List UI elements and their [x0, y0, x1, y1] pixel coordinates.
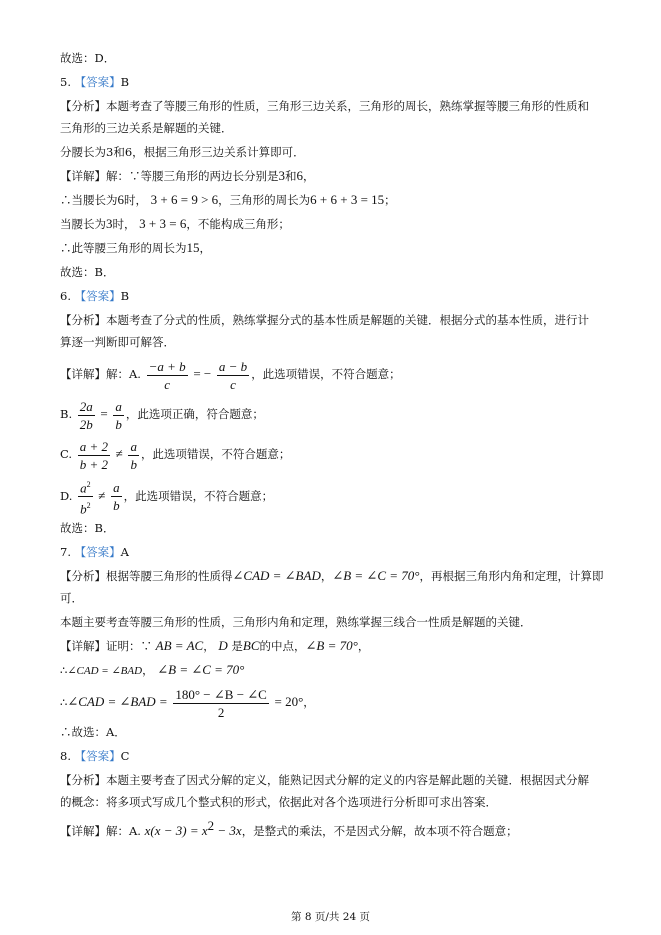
q7-comma-1: ， [203, 639, 215, 653]
q6-option-a-right-fraction [217, 358, 249, 393]
q5-detail-line-2 [60, 192, 607, 208]
q6-conclusion: 故选：B． [60, 521, 115, 535]
q6-option-d [60, 476, 607, 517]
q7-number: 7. [60, 545, 71, 559]
q5-case1-text: ∴当腰长为 [60, 193, 118, 207]
q5-case1-inequality: 3 + 6 = 9 > 6 [150, 192, 219, 207]
q6-b-right-denominator: b [115, 416, 122, 432]
q6-option-c [60, 436, 607, 472]
q8-expression: x(x − 3) = x [144, 822, 208, 838]
q5-value-3: 3 [278, 168, 285, 183]
page-footer: 第 8 页/共 24 页 [291, 911, 370, 923]
q5-answer-tag: 【答案】 [74, 75, 121, 89]
q7-answer-value: A [120, 545, 129, 559]
q6-c-left-numerator: a + 2 [79, 438, 108, 454]
q6-analysis-line-2: 算逐一判断即可解答． [60, 335, 175, 349]
q8-expression-tail: − 3x [214, 822, 242, 838]
q6-analysis-line-1 [60, 312, 607, 328]
q5-detail-and: 和 [285, 169, 297, 183]
q7-angle-equality: ∠CAD = ∠BAD [232, 568, 321, 583]
q6-d-left-numerator-base: a [80, 480, 87, 496]
q7-ab-eq-ac: AB = AC [155, 638, 204, 653]
q5-result-text: ∴此等腰三角形的周长为 [60, 241, 187, 255]
q6-a-right-denominator: c [230, 376, 236, 392]
q8-analysis-line-2: 的概念：将多项式写成几个整式积的形式，依据此对各个选项进行分析即可求出答案． [60, 795, 497, 809]
q6-option-a [60, 356, 607, 392]
q8-number: 8. [60, 749, 71, 763]
q7-therefore-1: ∴ [60, 663, 68, 677]
q6-c-right-numerator: a [130, 438, 137, 454]
q5-detail-text: 解：∵等腰三角形的两边长分别是 [106, 169, 279, 183]
q7-analysis-tag: 【分析】 [60, 569, 106, 583]
q6-d-right-denominator: b [113, 498, 120, 514]
q6-option-d-prefix: D. [60, 488, 73, 503]
q6-option-d-text: ，此选项错误，不符合题意； [123, 488, 274, 503]
q5-analysis-line-1 [60, 98, 607, 114]
q7-segment-bc: BC [242, 638, 260, 653]
q7-cad-eq-bad: ∠CAD = ∠BAD [67, 665, 143, 677]
q6-d-left-denominator [78, 497, 93, 517]
q5-case1-end: ； [384, 193, 396, 207]
q6-analysis-text-1: 本题考查了分式的性质，熟练掌握分式的基本性质是解题的关键．根据分式的基本性质，进行计 [106, 313, 589, 327]
q7-angle-b: ∠B = 70° [305, 638, 358, 653]
q7-analysis-line-2: 可． [60, 591, 83, 605]
q5-case2-text: 当腰长为 [60, 217, 106, 231]
q6-detail-tag: 【详解】 [60, 367, 106, 381]
q6-option-c-text: ，此选项错误，不符合题意； [140, 447, 291, 461]
q6-option-d-left-fraction [78, 476, 93, 518]
q5-case2-equation: 3 + 3 = 6 [139, 216, 187, 231]
q6-a-operator: = − [193, 366, 212, 381]
q6-option-a-text: ，此选项错误，不符合题意； [251, 367, 401, 381]
q5-result-end: ， [199, 241, 211, 255]
q7-analysis-text: 根据等腰三角形的性质得 [106, 569, 233, 583]
q7-angle-expression: ∠CAD = ∠BAD = [67, 694, 168, 709]
q5-case1-leg: 6 [117, 192, 124, 207]
q5-detail-comma: ， [303, 169, 315, 183]
q7-analysis-line-3: 本题主要考查等腰三角形的性质，三角形内角和定理，熟练掌握三线合一性质是解题的关键． [60, 615, 532, 629]
q6-c-left-denominator: b + 2 [79, 456, 108, 472]
q6-d-left-numerator [78, 476, 93, 497]
q7-conclusion: ∴故选：A． [60, 725, 126, 739]
q5-conclusion: 故选：B． [60, 265, 115, 279]
q7-answer-tag: 【答案】 [74, 545, 121, 559]
q5-result-value: 15 [186, 240, 200, 255]
q7-comma-4: ， [303, 695, 315, 709]
q6-d-left-numerator-exp: 2 [86, 480, 91, 489]
q8-detail-line-1 [60, 818, 607, 839]
q5-case2-when: 时， [112, 217, 136, 231]
q7-result-20: = 20° [274, 694, 304, 709]
q7-analysis-line-1 [60, 568, 607, 584]
q5-detail-line-1 [60, 168, 607, 184]
q6-a-right-numerator: a − b [218, 358, 248, 374]
q8-option-a-prefix: 解：A. [106, 823, 141, 838]
q6-c-right-denominator: b [130, 456, 137, 472]
q7-comma-2: ， [357, 639, 370, 653]
q6-option-a-prefix: 解：A. [106, 367, 141, 381]
q5-analysis-text-1: 本题考查了等腰三角形的性质，三角形三边关系，三角形的周长，熟练掌握等腰三角形的性质和 [106, 99, 589, 113]
q6-option-a-left-fraction [147, 358, 188, 393]
q6-a-left-numerator: −a + b [148, 358, 186, 374]
q7-therefore-2: ∴ [60, 695, 68, 709]
q7-angles-70: ∠B = ∠C = 70° [157, 662, 245, 677]
q8-analysis-tag: 【分析】 [60, 773, 106, 787]
q5-case2-result: ，不能构成三角形； [186, 217, 290, 231]
q8-option-a-text: ，是整式的乘法，不是因式分解，故本项不符合题意； [241, 823, 518, 838]
q6-option-d-right-fraction [111, 479, 122, 514]
q8-detail-tag: 【详解】 [60, 823, 106, 838]
q5-detail-tag: 【详解】 [60, 169, 106, 183]
q6-option-b-prefix: B. [60, 407, 73, 421]
q7-point-d: D [218, 638, 228, 653]
q6-option-c-left-fraction [78, 438, 110, 473]
previous-conclusion: 故选：D． [60, 51, 116, 65]
q5-answer-value: B [120, 75, 130, 89]
q6-answer-tag: 【答案】 [74, 289, 121, 303]
q6-number: 6. [60, 289, 71, 303]
q7-fraction-denominator: 2 [217, 704, 225, 720]
q6-option-c-prefix: C. [60, 447, 73, 461]
q6-d-left-denominator-base: b [80, 501, 87, 517]
q7-fraction-numerator: 180° − ∠B − ∠C [175, 686, 267, 702]
q6-option-b-left-fraction [78, 398, 95, 433]
q6-b-right-numerator: a [115, 398, 122, 414]
q5-answer [60, 74, 607, 90]
q7-proof-because: 证明：∵ [106, 639, 152, 653]
q8-analysis-text-1: 本题主要考查了因式分解的定义，能熟记因式分解的定义的内容是解此题的关键．根据因式分解 [106, 773, 589, 787]
q6-c-operator: ≠ [115, 446, 123, 461]
q5-value-6: 6 [296, 168, 303, 183]
q5-case1-perimeter: 6 + 6 + 3 = 15 [310, 192, 385, 207]
q8-answer-value: C [120, 749, 130, 763]
q5-case1-perimeter-text: ，三角形的周长为 [218, 193, 311, 207]
q6-option-b [60, 396, 607, 432]
q5-number: 5. [60, 75, 71, 89]
q7-analysis-comma: ， [320, 569, 333, 583]
q5-case1-when: 时， [124, 193, 147, 207]
q5-analysis-tag: 【分析】 [60, 99, 106, 113]
q6-b-left-denominator: 2b [79, 416, 93, 432]
q7-analysis-text-2: ，再根据三角形内角和定理，计算即 [419, 569, 604, 583]
q6-option-c-right-fraction [128, 438, 139, 473]
q6-answer-value: B [120, 289, 130, 303]
q8-answer [60, 748, 607, 764]
q8-analysis-line-1 [60, 772, 607, 788]
q7-detail-line-1 [60, 638, 607, 654]
q6-analysis-tag: 【分析】 [60, 313, 106, 327]
q5-detail-line-4 [60, 240, 607, 256]
q7-detail-tag: 【详解】 [60, 639, 106, 653]
q5-analysis-line-2: 三角形的三边关系是解题的关键． [60, 121, 233, 135]
q6-d-operator: ≠ [98, 487, 106, 503]
q7-detail-line-2 [60, 662, 607, 679]
q8-answer-tag: 【答案】 [74, 749, 121, 763]
q7-angle-fraction [173, 686, 269, 721]
q5-analysis-line-3: 分腰长为3和6，根据三角形三边关系计算即可． [60, 145, 305, 159]
q6-a-left-denominator: c [164, 376, 171, 392]
q7-is: 是 [231, 639, 243, 653]
q7-angle-values: ∠B = ∠C = 70° [332, 568, 420, 583]
q8-expression-exp: 2 [207, 818, 215, 833]
q6-option-b-right-fraction [113, 398, 124, 433]
q5-detail-line-3 [60, 216, 607, 232]
q6-answer [60, 288, 607, 304]
q7-midpoint: 的中点， [259, 639, 306, 653]
q5-case2-leg: 3 [106, 216, 113, 231]
q7-answer [60, 544, 607, 560]
q6-d-right-numerator: a [113, 480, 120, 496]
q6-b-left-numerator: 2a [79, 398, 93, 414]
q6-b-operator: = [100, 406, 108, 421]
q6-option-b-text: ，此选项正确，符合题意； [125, 407, 264, 421]
q7-comma-3: ， [142, 663, 154, 677]
q6-d-left-denominator-exp: 2 [86, 501, 91, 511]
q7-detail-line-3 [60, 682, 607, 722]
